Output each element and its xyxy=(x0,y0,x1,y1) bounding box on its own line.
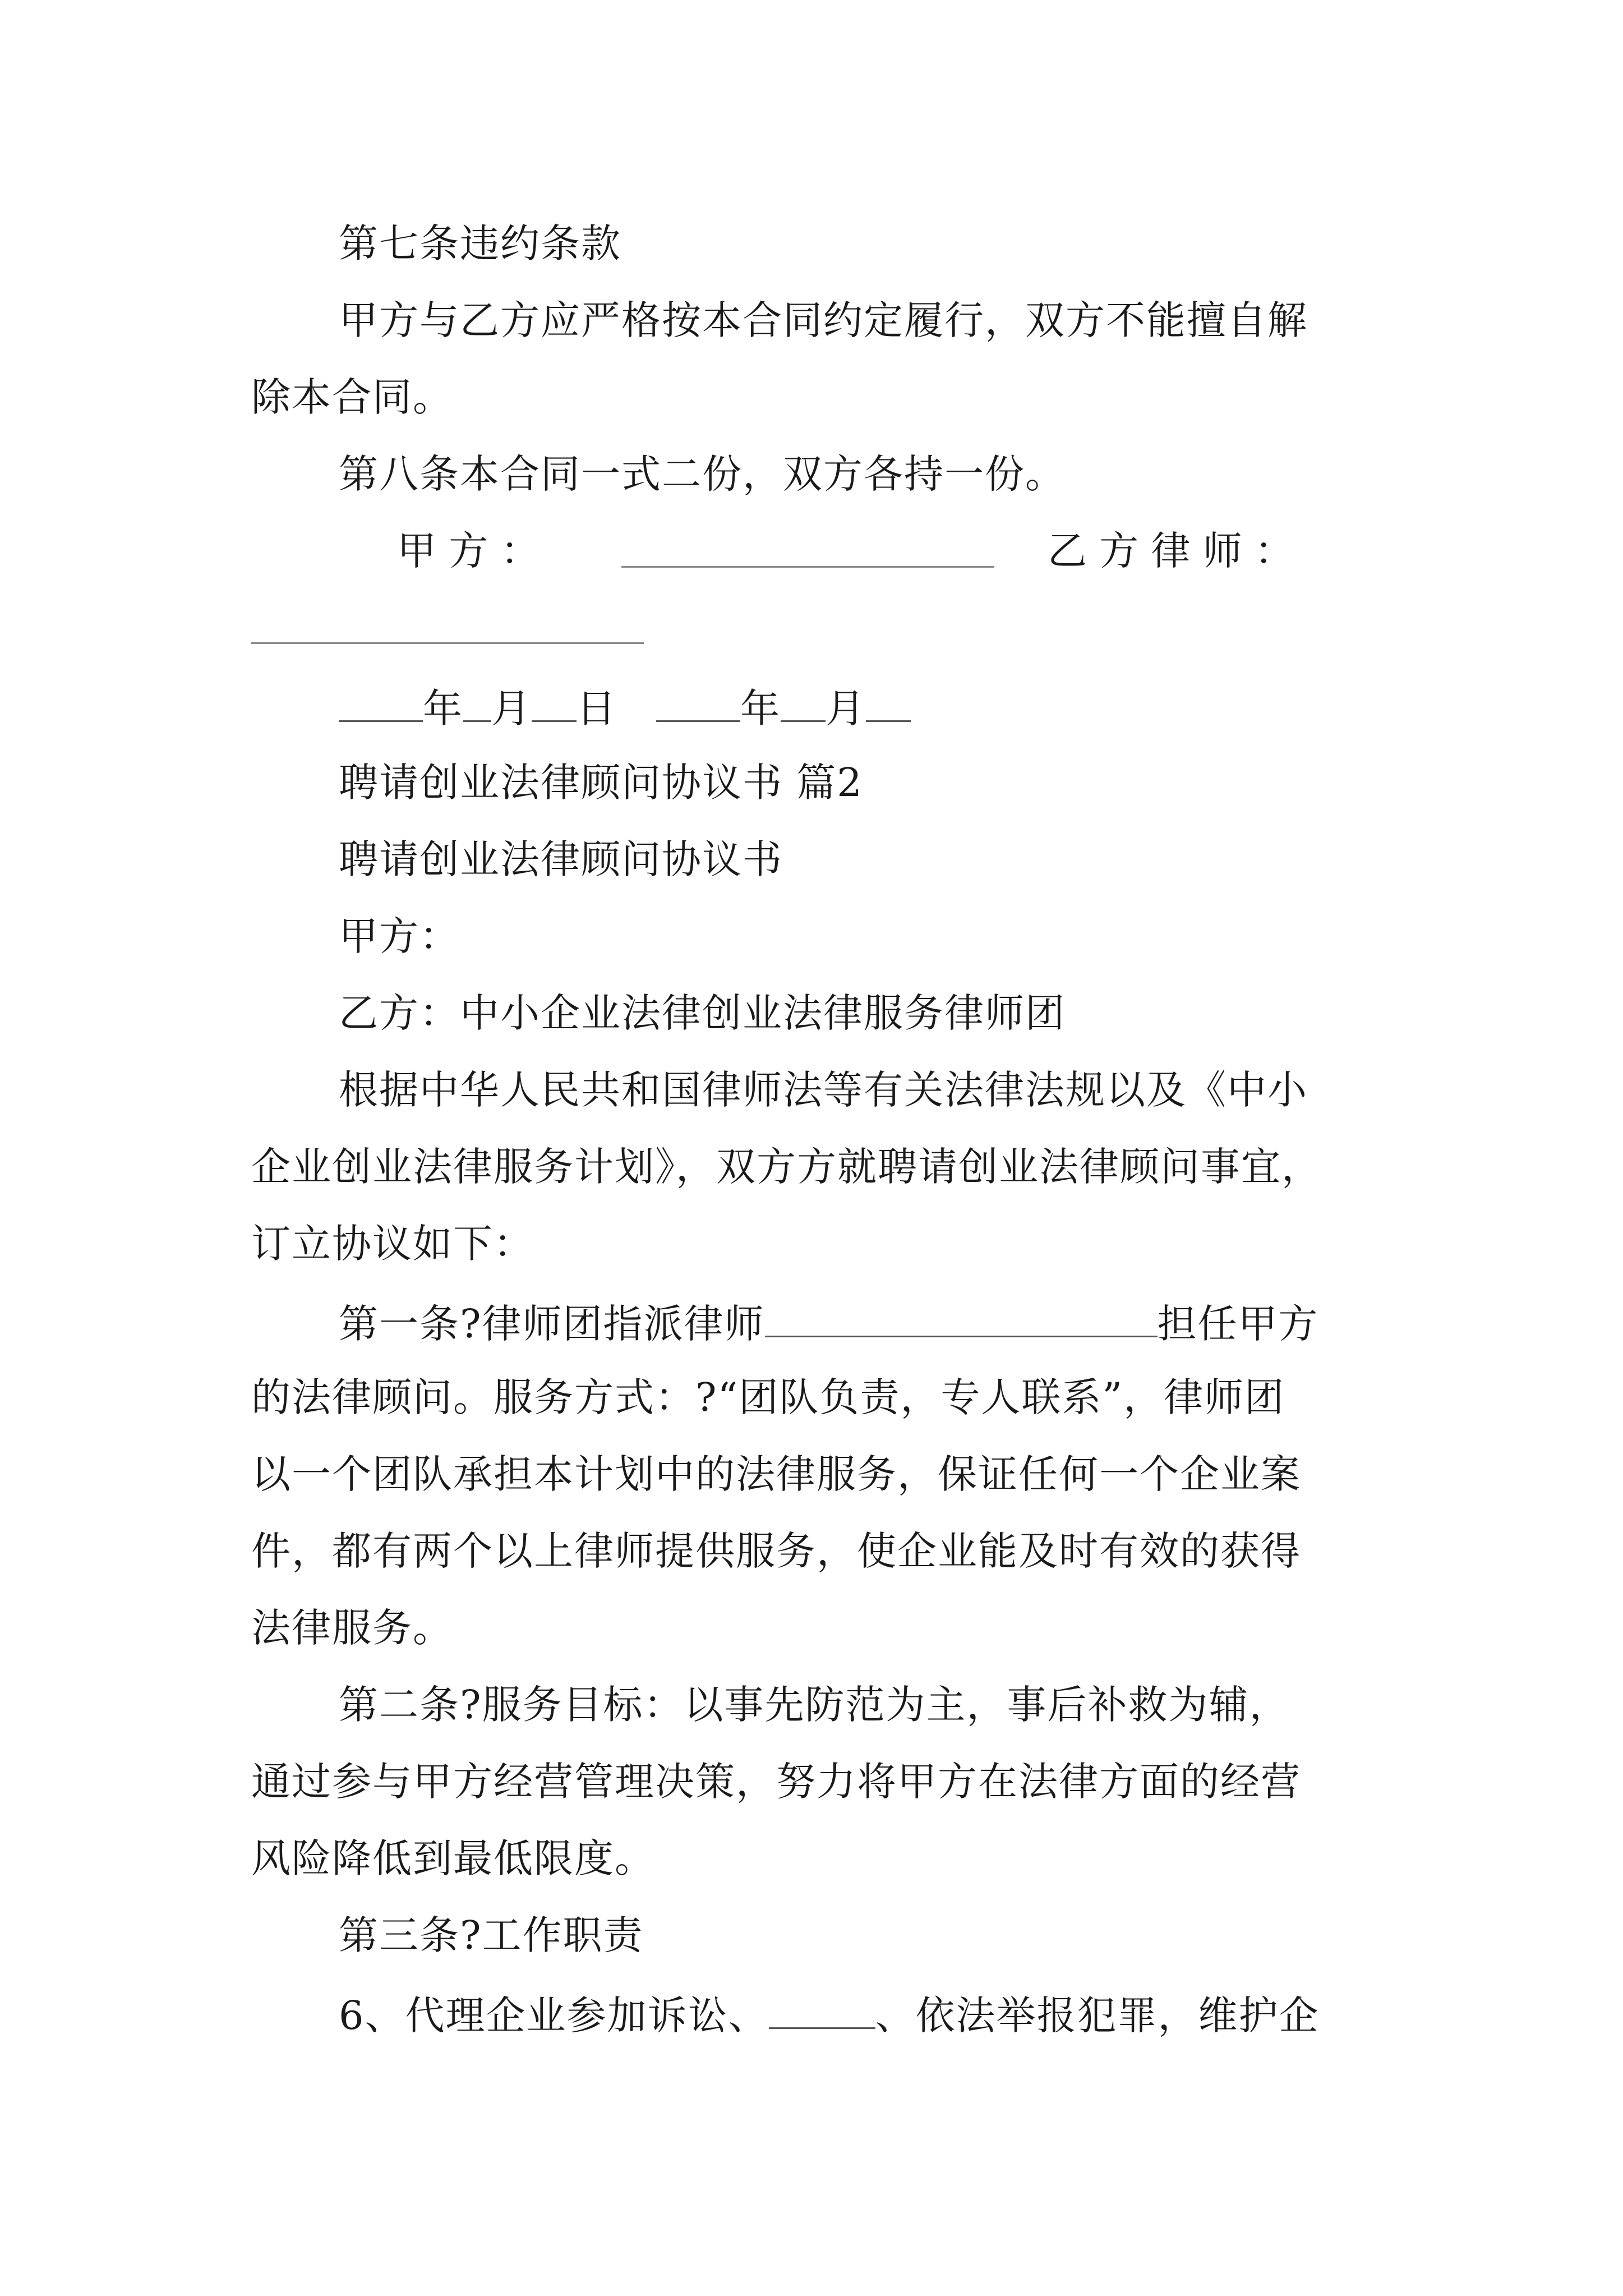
agreement-title: 聘请创业法律顾问协议书 xyxy=(339,836,783,882)
paragraph-line: 企业创业法律服务计划》，双方方就聘请创业法律顾问事宜， xyxy=(251,1144,1322,1190)
party-b-line: 乙方：中小企业法律创业法律服务律师团 xyxy=(339,990,1066,1036)
day-blank xyxy=(866,685,911,722)
article-3-heading: 第三条?工作职责 xyxy=(339,1912,644,1958)
day-blank xyxy=(532,685,577,722)
duty-item-prefix: 6、代理企业参加诉讼、 xyxy=(339,1993,769,2039)
paragraph-line: 订立协议如下： xyxy=(251,1221,534,1267)
party-a-line: 甲方： xyxy=(339,913,460,959)
day-label: 日 xyxy=(577,685,617,731)
paragraph-line: 通过参与甲方经营管理决策，努力将甲方在法律方面的经营 xyxy=(251,1759,1301,1805)
duty-item-suffix: 、依法举报犯罪，维护企 xyxy=(875,1993,1320,2039)
paragraph-line: 的法律顾问。服务方式：?“团队负责，专人联系”，律师团 xyxy=(251,1374,1285,1420)
year-label: 年 xyxy=(740,685,781,731)
article-1-suffix: 担任甲方 xyxy=(1157,1301,1319,1347)
lawyer-name-blank xyxy=(765,1301,1158,1337)
duty-item-6 xyxy=(339,1993,1320,2039)
article-1-line xyxy=(339,1301,1319,1347)
duty-blank xyxy=(769,1993,875,2029)
paragraph-line: 以一个团队承担本计划中的法律服务，保证任何一个企业案 xyxy=(251,1451,1301,1497)
paragraph-line: 法律服务。 xyxy=(251,1605,453,1651)
year-blank xyxy=(339,685,423,722)
paragraph-line: 件，都有两个以上律师提供服务，使企业能及时有效的获得 xyxy=(251,1528,1301,1574)
month-blank xyxy=(463,685,491,722)
article-7-heading: 第七条违约条款 xyxy=(339,220,621,266)
article-2-line: 第二条?服务目标：以事先防范为主，事后补救为辅， xyxy=(339,1682,1290,1728)
party-b-label: 乙 方 律 师 ： xyxy=(1048,528,1294,574)
paragraph-line: 除本合同。 xyxy=(251,374,453,420)
paragraph-line: 甲方与乙方应严格按本合同约定履行，双方不能擅自解 xyxy=(339,297,1308,343)
paragraph-line: 根据中华人民共和国律师法等有关法律法规以及《中小 xyxy=(339,1067,1308,1113)
party-a-signature-line xyxy=(621,566,994,568)
party-a-label: 甲 方 ： xyxy=(397,528,540,574)
party-b-signature-line xyxy=(251,642,644,644)
paragraph-line: 风险降低到最低限度。 xyxy=(251,1835,655,1881)
month-label: 月 xyxy=(491,685,532,731)
article-8-text: 第八条本合同一式二份，双方各持一份。 xyxy=(339,451,1066,497)
year-blank xyxy=(656,685,740,722)
month-label: 月 xyxy=(826,685,866,731)
year-label: 年 xyxy=(423,685,463,731)
date-line xyxy=(339,685,911,731)
article-1-prefix: 第一条?律师团指派律师 xyxy=(339,1301,765,1347)
section-title: 聘请创业法律顾问协议书 篇2 xyxy=(339,760,863,806)
month-blank xyxy=(781,685,826,722)
